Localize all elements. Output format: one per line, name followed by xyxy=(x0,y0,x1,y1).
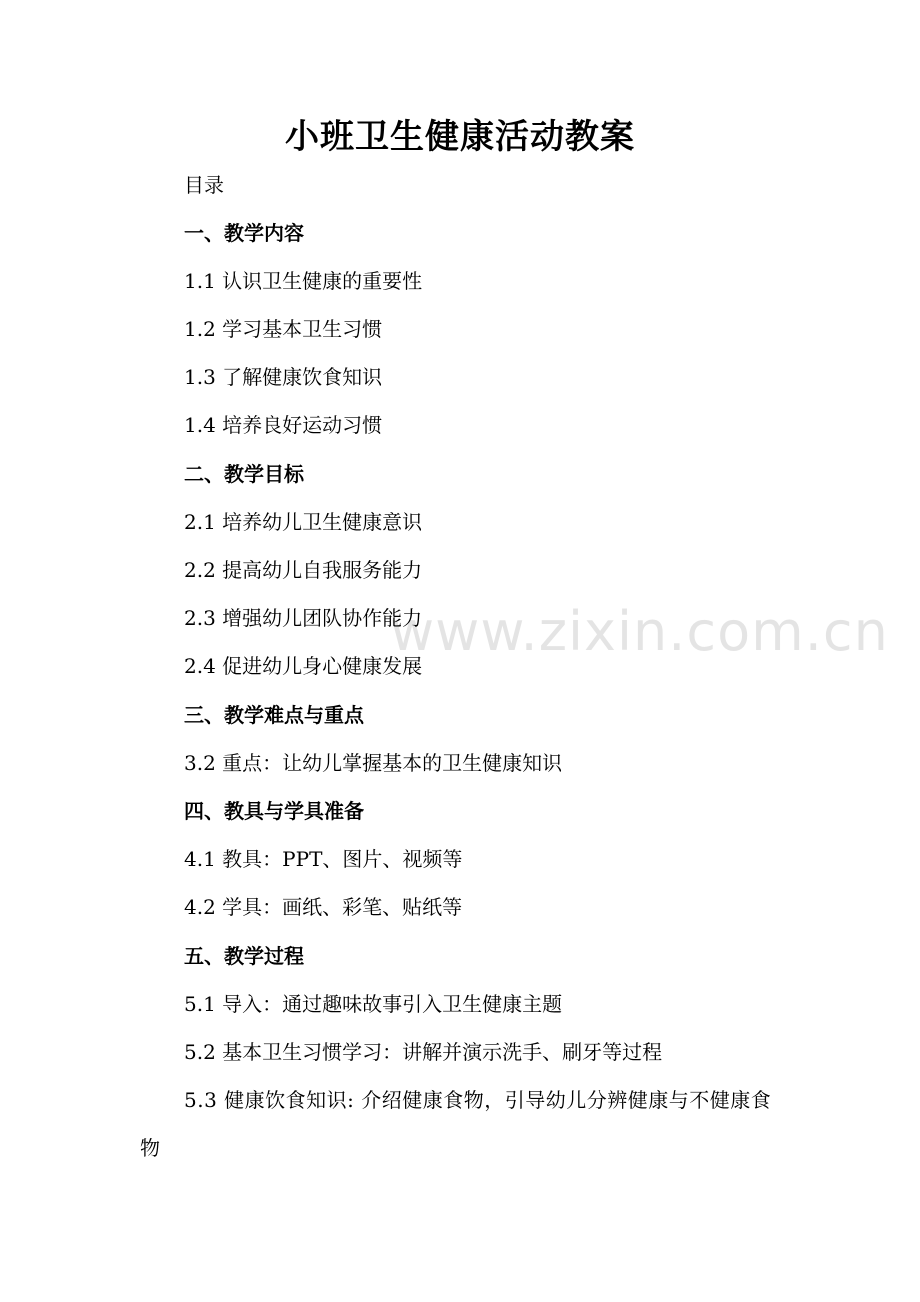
toc-item-3-2: 3.2 重点：让幼儿掌握基本的卫生健康知识 xyxy=(184,751,563,775)
toc-item-1-3: 1.3 了解健康饮食知识 xyxy=(184,365,383,389)
toc-label: 目录 xyxy=(184,173,224,197)
section-heading-1: 一、教学内容 xyxy=(184,221,304,245)
toc-item-5-3: 5.3 健康饮食知识: 介绍健康食物，引导幼儿分辨健康与不健康食物 xyxy=(140,1088,772,1160)
toc-item-1-2: 1.2 学习基本卫生习惯 xyxy=(184,317,383,341)
section-heading-4: 四、教具与学具准备 xyxy=(184,799,364,823)
toc-item-2-1: 2.1 培养幼儿卫生健康意识 xyxy=(184,510,423,534)
toc-item-5-1: 5.1 导入：通过趣味故事引入卫生健康主题 xyxy=(184,992,563,1016)
toc-item-5-2: 5.2 基本卫生习惯学习：讲解并演示洗手、刷牙等过程 xyxy=(184,1040,663,1064)
toc-item-2-2: 2.2 提高幼儿自我服务能力 xyxy=(184,558,423,582)
toc-item-1-1: 1.1 认识卫生健康的重要性 xyxy=(184,269,423,293)
toc-item-4-1: 4.1 教具：PPT、图片、视频等 xyxy=(184,847,463,871)
toc-item-2-3: 2.3 增强幼儿团队协作能力 xyxy=(184,606,423,630)
section-heading-2: 二、教学目标 xyxy=(184,462,304,486)
watermark: www.zixin.com.cn xyxy=(390,600,889,663)
toc-item-2-4: 2.4 促进幼儿身心健康发展 xyxy=(184,654,423,678)
section-heading-5: 五、教学过程 xyxy=(184,944,304,968)
toc-item-1-4: 1.4 培养良好运动习惯 xyxy=(184,413,383,437)
toc-item-4-2: 4.2 学具：画纸、彩笔、贴纸等 xyxy=(184,895,463,919)
document-title: 小班卫生健康活动教案 xyxy=(285,117,635,157)
section-heading-3: 三、教学难点与重点 xyxy=(184,703,364,727)
